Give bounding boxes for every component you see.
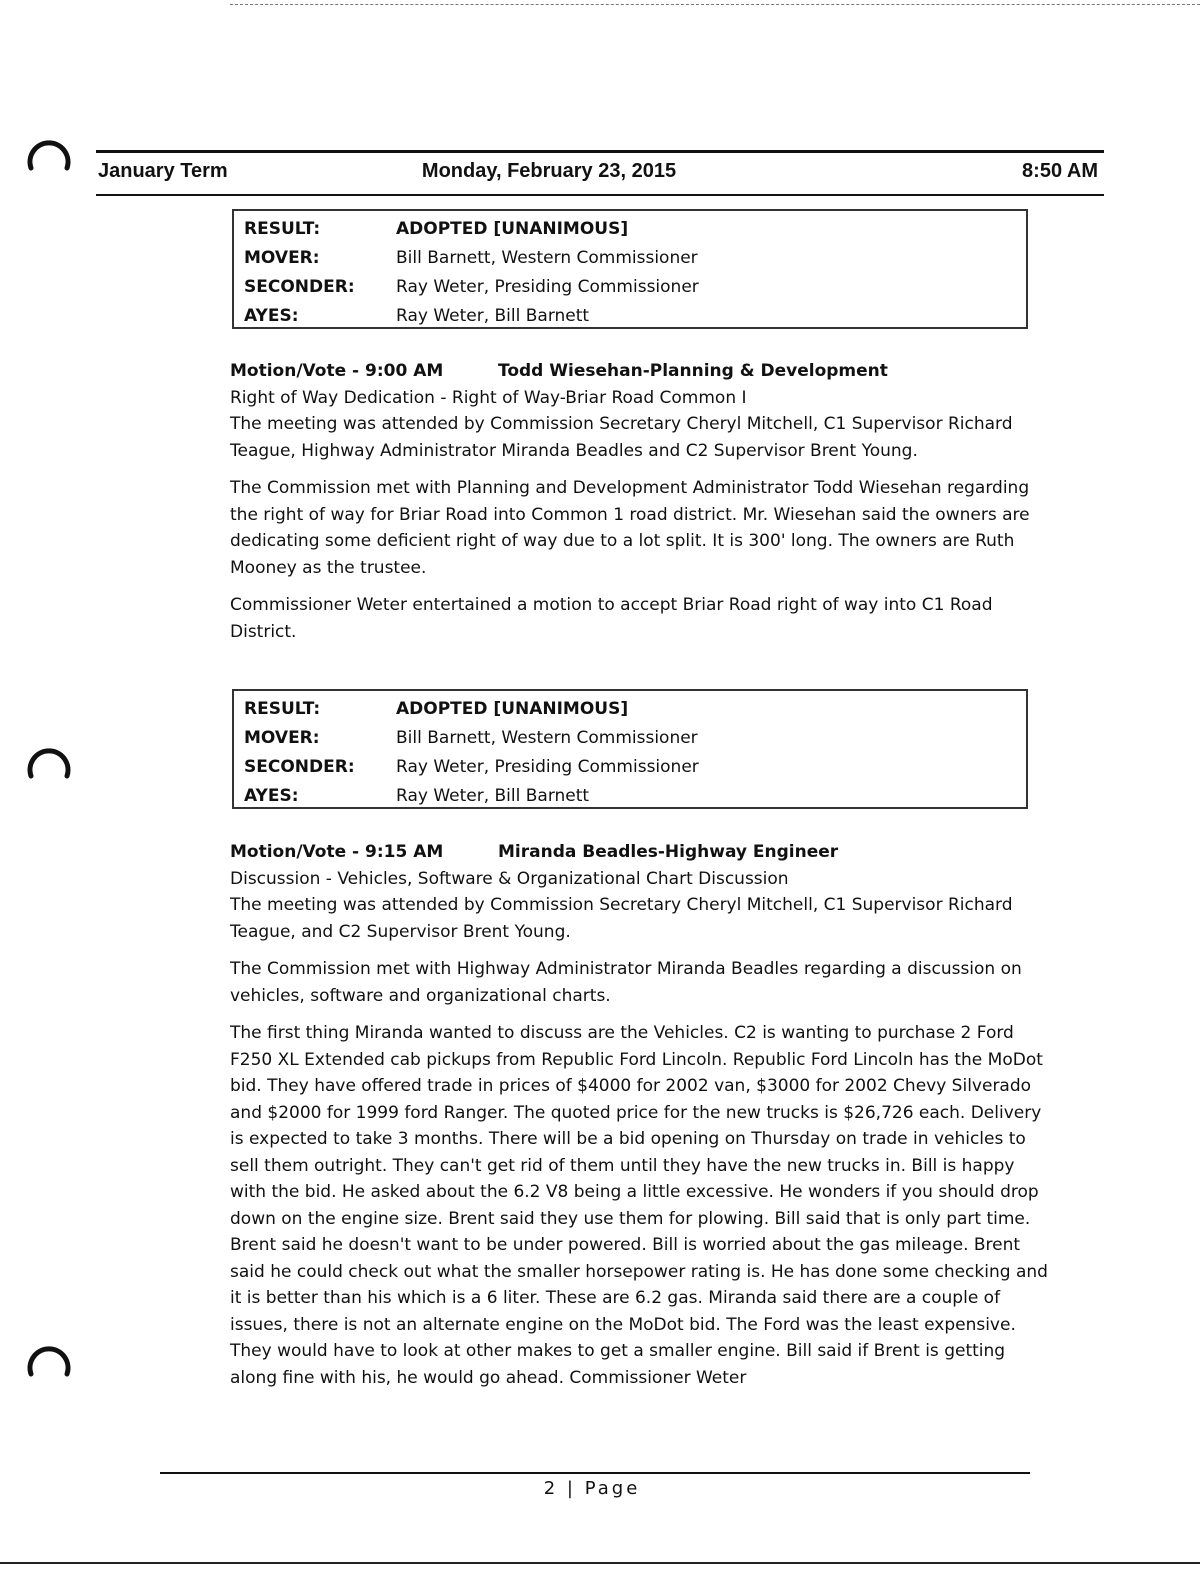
vote-label: AYES:	[244, 786, 299, 806]
scan-edge-bottom	[0, 1562, 1200, 1564]
body-paragraph: Commissioner Weter entertained a motion to accept Briar Road right of way into C1 Road District.	[230, 595, 993, 642]
vote-row-ayes	[244, 782, 1026, 811]
vote-row-result	[244, 695, 1026, 724]
vote-value: ADOPTED [UNANIMOUS]	[396, 699, 629, 719]
motion-subject: Miranda Beadles-Highway Engineer	[498, 842, 839, 862]
vote-row-ayes	[244, 302, 1026, 331]
attendance-text: The meeting was attended by Commission Secretary Cheryl Mitchell, C1 Supervisor Richard Teague, and C2 Supervisor Brent Young.	[230, 895, 1013, 942]
page-label: | Page	[566, 1478, 641, 1499]
scan-edge-top	[230, 4, 1200, 5]
header-date: Monday, February 23, 2015	[421, 160, 677, 182]
body-paragraph: The first thing Miranda wanted to discuss are the Vehicles. C2 is wanting to purchase 2 Ford F250 XL Extended cab pickups from Republic Ford Lincoln. Republic Ford Lincoln has the MoDot bid. They have offered trade in prices of $4000 for 2002 van, $3000 for 2002 Chevy Silverado and $2000 for 1999 ford Ranger. The quoted price for the new trucks is $26,726 each. Delivery is expected to take 3 months. There will be a bid opening on Thursday on trade in vehicles to sell them outright. They can't get rid of them until they have the new trucks in. Bill is happy with the bid. He asked about the 6.2 V8 being a little excessive. He wonders if you should drop down on the engine size. Brent said they use them for plowing. Bill said that is only part time. Brent said he doesn't want to be under powered. Bill is worried about the gas mileage. Brent said he could check out what the smaller horsepower rating is. He has done some checking and it is better than his which is a 6 liter. These are 6.2 gas. Miranda said there are a couple of issues, there is not an alternate engine on the MoDot bid. The Ford was the least expensive. They would have to look at other makes to get a smaller engine. Bill said if Brent is getting along fine with his, he would go ahead. Commissioner Weter	[230, 1023, 1048, 1388]
header-rule	[96, 194, 1104, 196]
vote-label: SECONDER:	[244, 277, 355, 297]
motion-heading	[230, 358, 1050, 385]
footer-rule	[160, 1472, 1030, 1474]
vote-label: MOVER:	[244, 248, 320, 268]
vote-label: SECONDER:	[244, 757, 355, 777]
vote-value: Bill Barnett, Western Commissioner	[396, 248, 698, 268]
vote-value: Ray Weter, Bill Barnett	[396, 306, 590, 326]
vote-value: Ray Weter, Bill Barnett	[396, 786, 590, 806]
vote-value: ADOPTED [UNANIMOUS]	[396, 219, 629, 239]
motion-label: Motion/Vote - 9:00 AM	[230, 361, 444, 381]
page-number: 2	[543, 1478, 559, 1499]
motion-section-1	[230, 358, 1050, 645]
vote-result-box	[232, 689, 1028, 809]
attendance-text: The meeting was attended by Commission Secretary Cheryl Mitchell, C1 Supervisor Richard Teague, Highway Administrator Miranda Beadles and C2 Supervisor Brent Young.	[230, 414, 1013, 461]
page-footer	[0, 1478, 1184, 1499]
body-paragraph: The Commission met with Planning and Development Administrator Todd Wiesehan regarding the right of way for Briar Road into Common 1 road district. Mr. Wiesehan said the owners are dedicating some deficient right of way due to a lot split. It is 300' long. The owners are Ruth Mooney as the trustee.	[230, 478, 1030, 578]
vote-value: Ray Weter, Presiding Commissioner	[396, 277, 699, 297]
body-paragraph: The Commission met with Highway Administrator Miranda Beadles regarding a discussion on vehicles, software and organizational charts.	[230, 959, 1022, 1006]
vote-label: RESULT:	[244, 219, 321, 239]
vote-result-box	[232, 209, 1028, 329]
vote-label: RESULT:	[244, 699, 321, 719]
header-time: 8:50 AM	[1022, 160, 1098, 182]
vote-row-seconder	[244, 753, 1026, 782]
punch-hole-icon	[24, 1336, 74, 1386]
punch-hole-icon	[24, 738, 74, 788]
page-header	[98, 160, 1100, 190]
vote-row-mover	[244, 724, 1026, 753]
motion-label: Motion/Vote - 9:15 AM	[230, 842, 444, 862]
header-term: January Term	[98, 160, 228, 182]
vote-label: AYES:	[244, 306, 299, 326]
vote-value: Ray Weter, Presiding Commissioner	[396, 757, 699, 777]
header-rule	[96, 150, 1104, 153]
motion-topic: Right of Way Dedication - Right of Way-Briar Road Common I	[230, 387, 747, 408]
vote-row-mover	[244, 244, 1026, 273]
motion-subject: Todd Wiesehan-Planning & Development	[498, 361, 888, 381]
motion-topic: Discussion - Vehicles, Software & Organizational Chart Discussion	[230, 868, 789, 889]
punch-hole-icon	[24, 130, 74, 180]
vote-label: MOVER:	[244, 728, 320, 748]
motion-section-2	[230, 839, 1050, 1391]
motion-heading	[230, 839, 1050, 866]
vote-value: Bill Barnett, Western Commissioner	[396, 728, 698, 748]
vote-row-result	[244, 215, 1026, 244]
vote-row-seconder	[244, 273, 1026, 302]
